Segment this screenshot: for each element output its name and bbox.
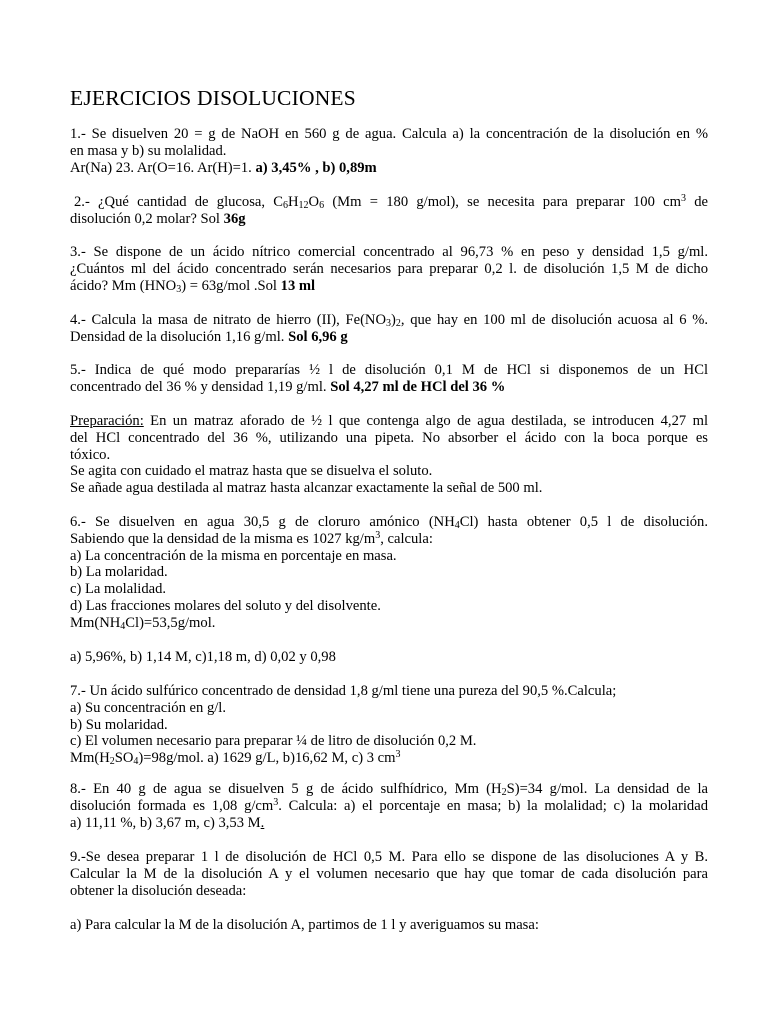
exercise-9	[70, 849, 708, 899]
exercise-7-text-c: )=98g/mol. a) 1629 g/L, b)16,62 M, c) 3 cm	[138, 750, 396, 767]
exercise-2-text-a: 2.- ¿Qué cantidad de glucosa, C	[74, 194, 283, 210]
exercise-8-line-2-text-b: . Calcula: a) el porcentaje en masa; b) la molalidad; c) la molaridad	[278, 797, 708, 814]
exercise-4	[70, 312, 708, 346]
exercise-4-solution: Sol 6,96 g	[288, 328, 348, 345]
exercise-6-text-b: Cl) hasta obtener 0,5 l de disolución.	[459, 514, 708, 530]
exercise-6-line-7	[70, 615, 708, 632]
exercise-2-text-c: O	[308, 194, 320, 210]
exercise-8-text-b: S)=34 g/mol. La densidad de la	[506, 781, 708, 797]
exercise-1-line-3	[70, 160, 708, 177]
exercise-3-line-2: ¿Cuántos ml del ácido concentrado serán necesarios para preparar 0,2 l. de disolución 1,5 M de dicho	[70, 260, 708, 277]
exercise-2-sub-1: 6	[282, 200, 288, 211]
exercise-4-text-c: , que hay en 100 ml de disolución acuosa al 6 %.	[400, 312, 709, 328]
exercise-4-text-b: )	[391, 312, 396, 328]
exercise-2	[70, 194, 708, 228]
exercise-8-line-1	[70, 781, 708, 798]
exercise-1	[70, 126, 708, 176]
exercise-4-line-2	[70, 329, 708, 346]
exercise-6-line-4: b) La molaridad.	[70, 564, 168, 581]
preparation-line-2: del HCl concentrado del 36 %, utilizando una pipeta. No absorber el ácido con la boca porque es	[70, 429, 708, 446]
exercise-7-sup: 3	[395, 749, 401, 761]
exercise-2-text-b: H	[287, 194, 299, 210]
exercise-4-line-1	[70, 312, 708, 329]
exercise-1-line-1: 1.- Se disuelven 20 = g de NaOH en 560 g de agua. Calcula a) la concentración de la disolución en %	[70, 126, 708, 142]
exercise-8	[70, 781, 708, 831]
exercise-8-text-a: 8.- En 40 g de agua se disuelven 5 g de ácido sulfhídrico, Mm (H	[70, 781, 502, 797]
exercise-4-line-2-text: Densidad de la disolución 1,16 g/ml.	[70, 328, 289, 345]
exercise-8-answers: a) 11,11 %, b) 3,67 m, c) 3,53 M	[70, 814, 261, 831]
exercise-6-line-2-text-b: , calcula:	[380, 530, 433, 547]
exercise-2-text-f: de	[685, 194, 708, 210]
exercise-7-line-3: b) Su molaridad.	[70, 716, 168, 733]
exercise-3-text-b: ) = 63g/mol .Sol	[181, 277, 281, 294]
exercise-8-sup: 3	[273, 796, 279, 808]
exercise-2-text-d: (Mm = 180 g/mol), se necesita para preparar 100 cm	[324, 194, 681, 210]
exercise-6-line-5: c) La molalidad.	[70, 581, 167, 598]
preparation-line-1-text: En un matraz aforado de ½ l que contenga algo de agua destilada, se introducen 4,27 ml	[143, 413, 708, 429]
exercise-8-line-3	[70, 815, 708, 832]
exercise-7-line-5	[70, 750, 708, 767]
exercise-6-line-7-text-a: Mm(NH	[70, 614, 121, 631]
exercise-6-answer-line: a) 5,96%, b) 1,14 M, c)1,18 m, d) 0,02 y 0,98	[70, 649, 336, 665]
exercise-2-line-1	[74, 194, 708, 211]
preparation-line-3: tóxico.	[70, 446, 111, 463]
exercise-5	[70, 362, 708, 396]
exercise-1-solution: a) 3,45% , b) 0,89m	[255, 159, 377, 176]
preparation-line-1	[70, 413, 708, 430]
preparation-label: Preparación:	[70, 413, 144, 429]
exercise-8-underlined-period: .	[260, 814, 265, 831]
exercise-5-solution: Sol 4,27 ml de HCl del 36 %	[330, 378, 506, 395]
exercise-6-sup: 3	[375, 529, 381, 541]
exercise-2-line-2-text: disolución 0,2 molar? Sol	[70, 210, 224, 227]
exercise-3-line-3	[70, 278, 708, 295]
exercise-6-line-6: d) Las fracciones molares del soluto y del disolvente.	[70, 597, 381, 614]
preparation-line-4: Se agita con cuidado el matraz hasta que se disuelva el soluto.	[70, 463, 433, 480]
exercise-6-line-2-text-a: Sabiendo que la densidad de la misma es 1027 kg/m	[70, 530, 376, 547]
exercise-6-sub: 4	[454, 520, 460, 531]
exercise-7-text-a: Mm(H	[70, 750, 110, 767]
exercise-9-part-a	[70, 917, 708, 934]
exercise-7-line-4: c) El volumen necesario para preparar ¼ de litro de disolución 0,2 M.	[70, 733, 477, 750]
exercise-6-line-7-text-b: Cl)=53,5g/mol.	[125, 614, 216, 631]
exercise-3-sub: 3	[176, 283, 182, 295]
exercise-3-text-a: ácido? Mm (HNO	[70, 277, 177, 294]
exercise-9-line-3: obtener la disolución deseada:	[70, 882, 247, 899]
exercise-6-line-1	[70, 514, 708, 531]
exercise-6-line-7-sub: 4	[120, 620, 126, 632]
exercise-3-line-1: 3.- Se dispone de un ácido nítrico comercial concentrado al 96,73 % en peso y densidad 1,5 g/ml.	[70, 244, 708, 260]
exercise-6	[70, 514, 708, 632]
exercise-5-line-2	[70, 379, 708, 396]
preparation-block	[70, 413, 708, 497]
exercise-6-line-2	[70, 531, 708, 548]
exercise-6-line-3: a) La concentración de la misma en porcentaje en masa.	[70, 547, 397, 564]
exercise-9-line-1: 9.-Se desea preparar 1 l de disolución de HCl 0,5 M. Para ello se dispone de las disoluciones A y B.	[70, 849, 708, 865]
exercise-7-sub-1: 2	[109, 756, 115, 768]
exercise-5-line-2-text: concentrado del 36 % y densidad 1,19 g/ml.	[70, 378, 331, 395]
exercise-2-solution: 36g	[223, 210, 246, 227]
exercise-9-line-2: Calcular la M de la disolución A y el volumen necesario que hay que tomar de cada disolución para	[70, 865, 708, 882]
exercise-7-sub-2: 4	[133, 756, 139, 768]
exercise-2-sub-2: 12	[298, 200, 309, 211]
exercise-2-sup: 3	[680, 193, 686, 204]
page-title: EJERCICIOS DISOLUCIONES	[70, 86, 356, 110]
exercise-7-line-1: 7.- Un ácido sulfúrico concentrado de densidad 1,8 g/ml tiene una pureza del 90,5 %.Calcula;	[70, 683, 617, 699]
exercise-3	[70, 244, 708, 294]
exercise-4-sub-2: 2	[395, 318, 401, 329]
exercise-8-line-2-text-a: disolución formada es 1,08 g/cm	[70, 797, 274, 814]
exercise-3-solution: 13 ml	[280, 277, 316, 294]
exercise-5-line-1: 5.- Indica de qué modo prepararías ½ l de disolución 0,1 M de HCl si disponemos de un HCl	[70, 362, 708, 378]
exercise-2-line-2	[70, 211, 708, 228]
exercise-1-line-2: en masa y b) su molalidad.	[70, 142, 227, 159]
exercise-9-line-4: a) Para calcular la M de la disolución A, partimos de 1 l y averiguamos su masa:	[70, 917, 539, 933]
exercise-6-text-a: 6.- Se disuelven en agua 30,5 g de cloruro amónico (NH	[70, 514, 455, 530]
exercise-7-line-2: a) Su concentración en g/l.	[70, 699, 227, 716]
exercise-7	[70, 683, 708, 767]
exercise-8-line-2	[70, 798, 708, 815]
exercise-1-atomic-masses: Ar(Na) 23. Ar(O=16. Ar(H)=1.	[70, 159, 252, 176]
preparation-line-5: Se añade agua destilada al matraz hasta alcanzar exactamente la señal de 500 ml.	[70, 480, 543, 497]
exercise-4-sub-1: 3	[386, 318, 392, 329]
exercise-2-sub-3: 6	[319, 200, 325, 211]
exercise-6-answers	[70, 649, 708, 666]
exercise-7-text-b: SO	[114, 750, 134, 767]
exercise-8-sub: 2	[501, 787, 507, 798]
exercise-4-text-a: 4.- Calcula la masa de nitrato de hierro (II), Fe(NO	[70, 312, 387, 328]
